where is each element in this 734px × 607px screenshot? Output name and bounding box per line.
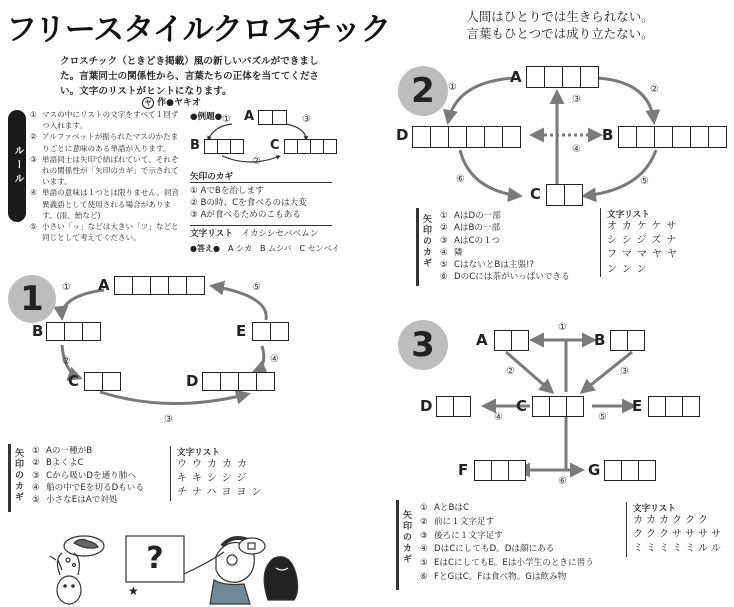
p3-word-c[interactable] — [532, 396, 584, 417]
clue-item: ⑤ EはCにしてもE。Eは小学生のときに習う — [420, 558, 594, 569]
clue-item: ⑤ 小さなEはAで対処 — [32, 495, 118, 506]
p3-marker-4: ④ — [494, 412, 503, 423]
p2-marker-5: ⑤ — [640, 176, 649, 187]
example-marker-1: ① — [222, 114, 231, 125]
p1-marker-3: ③ — [164, 414, 173, 425]
intro-text: クロスチック（ときどき掲載）風の新しいパズルができました。言葉同士の関係性から、言葉たちの正体を当ててください。文字のリストがヒントになります。 — [60, 56, 320, 97]
p3-word-a[interactable] — [494, 330, 529, 351]
example-label-b: B — [190, 138, 200, 153]
p3-wordlist-row: クククササササ — [633, 529, 724, 541]
p1-word-e[interactable] — [252, 322, 289, 341]
p2-marker-3: ③ — [572, 94, 581, 105]
rule-item: ⑤ 小さい「ッ」などは大きい「ツ」などと同じとして考えてください。 — [30, 222, 179, 243]
page-title: フリースタイルクロスチック — [6, 12, 391, 48]
p2-marker-6: ⑥ — [456, 174, 465, 185]
p3-marker-5: ⑤ — [598, 412, 607, 423]
p2-wordlist-row: オカケケサ — [607, 221, 682, 232]
p1-wordlist-row: キキシシジ — [177, 473, 252, 485]
p1-word-d[interactable] — [202, 372, 275, 391]
p3-clues — [420, 502, 594, 585]
example-clue: ③ Aが食べるためのこもある — [190, 210, 301, 220]
p3-word-e[interactable] — [648, 396, 700, 417]
example-wordlist: 文字リスト イカシシセバベムン — [190, 225, 332, 240]
p2-clues — [440, 210, 570, 284]
p1-word-c[interactable] — [84, 372, 121, 391]
p3-wordlist-row: ミミミミミルル — [633, 543, 724, 555]
p2-wordlist — [600, 208, 682, 277]
example-kagi-title: 矢印のカギ — [190, 170, 332, 183]
p2-label-a: A — [510, 68, 522, 86]
p1-label-c: C — [68, 372, 80, 390]
example-clues-panel — [190, 170, 340, 254]
p2-label-c: C — [530, 185, 542, 203]
p3-marker-3: ③ — [620, 366, 629, 377]
p3-wordlist-title: 文字リスト — [633, 504, 676, 514]
clue-item: ① AはDの一部 — [440, 211, 501, 221]
p3-kagi-bar — [396, 500, 399, 590]
puzzle2-number: 2 — [398, 66, 448, 116]
author-mark: ヤ — [142, 97, 154, 109]
rule-item: ③ 単語同士は矢印で結ばれていて、それぞれの関係性が「矢印のカギ」で示されています。 — [30, 154, 179, 187]
puzzle1-number: 1 — [8, 275, 56, 323]
p3-marker-1: ① — [558, 322, 567, 333]
p1-label-a: A — [98, 276, 110, 294]
p2-kagi-bar — [416, 208, 419, 286]
clue-item: ④ 隣 — [440, 247, 463, 258]
p1-label-e: E — [236, 322, 247, 340]
example-word-a[interactable] — [258, 110, 287, 125]
p1-wordlist-row: チナハヨヨン — [177, 487, 267, 499]
p3-word-d[interactable] — [436, 396, 471, 417]
p3-word-b[interactable] — [610, 330, 645, 351]
p2-wordlist-row: ンンン — [607, 263, 652, 275]
example-clue: ② Bの時、Cを食べるのは大変 — [190, 198, 307, 208]
clue-item: ⑥ DのCには茶がいっぱいできる — [440, 272, 570, 283]
clue-item: ② BよくよC — [32, 458, 84, 469]
puzzle3-number: 3 — [398, 320, 448, 370]
p3-label-a: A — [476, 331, 488, 349]
p1-marker-2: ② — [62, 356, 71, 367]
example-label: ●例題● — [190, 112, 223, 122]
p2-marker-1: ① — [448, 82, 457, 93]
star-icon: ★ — [128, 584, 139, 598]
p3-label-d: D — [420, 397, 433, 415]
p3-word-g[interactable] — [604, 460, 656, 481]
p1-kagi-label: 矢印のカギ — [13, 448, 23, 503]
p2-wordlist-row: シシジズナ — [607, 235, 681, 247]
rules-tab: ルール — [8, 110, 26, 222]
clue-item: ② 前に１文字足す — [420, 516, 495, 527]
p2-word-c[interactable] — [546, 184, 583, 206]
example-clue: ① AでBを治します — [190, 186, 264, 196]
clue-item: ③ AはCの１つ — [440, 235, 501, 246]
p1-label-d: D — [186, 372, 199, 390]
p3-label-f: F — [458, 461, 469, 479]
p3-label-g: G — [588, 461, 601, 479]
p2-label-b: B — [602, 126, 614, 144]
p3-kagi-label: 矢印のカギ — [401, 510, 411, 565]
clue-item: ⑤ CはないとBは主張!? — [440, 260, 535, 271]
p2-word-a[interactable] — [526, 66, 599, 88]
p2-word-b[interactable] — [618, 126, 727, 148]
p3-marker-2: ② — [506, 366, 515, 377]
p1-marker-4: ④ — [270, 354, 279, 365]
p2-marker-4: ④ — [572, 144, 581, 155]
p1-marker-5: ⑤ — [252, 282, 261, 293]
p1-word-b[interactable] — [46, 322, 101, 341]
example-label-a: A — [244, 109, 255, 124]
clue-item: ④ DはCにしてもD。Dは顔にある — [420, 544, 555, 555]
p1-clues — [32, 445, 144, 506]
clue-item: ② AはBの一部 — [440, 223, 501, 234]
p3-word-f[interactable] — [474, 460, 526, 481]
p2-kagi-label: 矢印のカギ — [421, 214, 431, 269]
p1-wordlist-title: 文字リスト — [177, 448, 220, 458]
p1-wordlist — [170, 446, 266, 501]
epigraph-line: 人間はひとりでは生きられない。 — [466, 9, 654, 24]
clue-item: ① Aの一種がB — [32, 446, 93, 456]
example-word-c[interactable] — [284, 139, 337, 154]
example-label-c: C — [270, 138, 280, 153]
p2-wordlist-title: 文字リスト — [607, 210, 650, 220]
p3-label-b: B — [594, 331, 606, 349]
p1-wordlist-row: ウウカカカ — [177, 459, 252, 470]
example-answer: ●答え● A シカ B ムシバ C センベイ — [190, 244, 340, 253]
p3-marker-6: ⑥ — [558, 476, 567, 487]
p1-kagi-bar — [8, 444, 11, 512]
p1-marker-1: ① — [62, 282, 71, 293]
rule-item: ② アルファベットが振られたマスのかたまりごとに意味のある単語が入ります。 — [30, 132, 179, 153]
clue-item: ③ Cから吸いDを通り肺へ — [32, 470, 136, 481]
p3-label-c: C — [516, 397, 528, 415]
clue-item: ⑥ FとGはC。Fは食べ物。Gは飲み物 — [420, 571, 567, 582]
p2-word-d[interactable] — [412, 126, 521, 148]
p1-label-b: B — [32, 322, 44, 340]
clue-item: ④ 船の中でEを切るDもいる — [32, 482, 144, 493]
p2-label-d: D — [396, 126, 409, 144]
cartoon-question-mark: ? — [146, 541, 164, 576]
clue-item: ③ 後ろに１文字足す — [420, 530, 503, 541]
p3-label-e: E — [632, 397, 643, 415]
rule-item: ④ 単語の意味は１つとは限りません。同音異義語として使用される場合があります。(雨、飴など) — [30, 188, 180, 220]
p3-wordlist-row: カカカククク — [633, 515, 711, 526]
example-marker-2: ② — [252, 156, 261, 167]
p2-wordlist-row: フママヤヤ — [607, 249, 682, 261]
p3-wordlist — [626, 502, 724, 557]
rule-item: ① マスの中にリストの文字をすべて１回ずつ入れます。 — [30, 110, 179, 131]
example-marker-3: ③ — [302, 114, 311, 125]
p1-word-a[interactable] — [114, 276, 205, 295]
epigraph-line: 言葉もひとつでは成り立たない。 — [466, 26, 654, 41]
p2-marker-2: ② — [650, 84, 659, 95]
clue-item: ① AとBはC — [420, 503, 469, 513]
author-name: 作●ヤキオ — [157, 98, 201, 108]
example-word-b[interactable] — [204, 139, 244, 154]
